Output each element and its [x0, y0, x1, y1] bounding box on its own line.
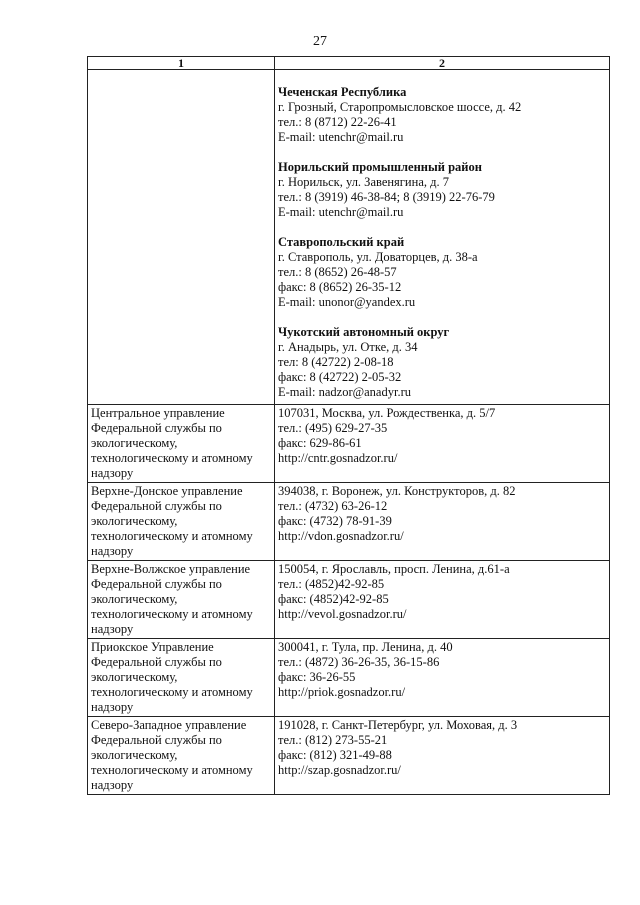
column-header-1: 1 [88, 57, 275, 70]
department-name-line: надзору [91, 622, 134, 636]
department-website-link[interactable]: http://szap.gosnadzor.ru/ [278, 763, 401, 777]
department-name-line: технологическому и атомному [91, 685, 253, 699]
department-contact-cell [275, 717, 610, 795]
department-name-cell [88, 483, 275, 561]
department-website-link[interactable]: http://cntr.gosnadzor.ru/ [278, 451, 398, 465]
department-name-line: Верхне-Донское управление [91, 484, 243, 498]
region-detail-line: E-mail: utenchr@mail.ru [278, 205, 404, 219]
department-contact-line: тел.: (495) 629-27-35 [278, 421, 388, 435]
department-name-line: надзору [91, 778, 134, 792]
department-name-cell [88, 717, 275, 795]
table-row [88, 561, 610, 639]
department-name-line: технологическому и атомному [91, 763, 253, 777]
empty-name-cell [88, 70, 275, 405]
department-name-line: экологическому, [91, 748, 178, 762]
region-name: Чеченская Республика [278, 85, 407, 99]
department-website-link[interactable]: http://vdon.gosnadzor.ru/ [278, 529, 404, 543]
region-detail-line: тел.: 8 (8652) 26-48-57 [278, 265, 397, 279]
region-detail-line: тел: 8 (42722) 2-08-18 [278, 355, 394, 369]
department-name-line: экологическому, [91, 436, 178, 450]
department-name-line: Федеральной службы по [91, 421, 222, 435]
region-name: Ставропольский край [278, 235, 405, 249]
department-name-line: экологическому, [91, 592, 178, 606]
department-name-line: Центральное управление [91, 406, 225, 420]
department-contact-line: 107031, Москва, ул. Рождественка, д. 5/7 [278, 406, 496, 420]
department-name-line: Северо-Западное управление [91, 718, 247, 732]
department-name-cell [88, 405, 275, 483]
department-contact-cell [275, 639, 610, 717]
department-contact-line: факс: 629-86-61 [278, 436, 362, 450]
region-detail-line: г. Норильск, ул. Завенягина, д. 7 [278, 175, 449, 189]
table-row [88, 70, 610, 405]
department-contact-line: 394038, г. Воронеж, ул. Конструкторов, д. 82 [278, 484, 516, 498]
department-name-line: надзору [91, 544, 134, 558]
department-contact-line: факс: (812) 321-49-88 [278, 748, 392, 762]
department-contact-cell [275, 483, 610, 561]
department-name-line: Приокское Управление [91, 640, 214, 654]
department-contact-cell [275, 405, 610, 483]
department-name-line: надзору [91, 700, 134, 714]
page-number: 27 [313, 34, 327, 49]
table-row [88, 405, 610, 483]
region-detail-line: г. Анадырь, ул. Отке, д. 34 [278, 340, 418, 354]
region-block [278, 160, 606, 220]
department-name-line: технологическому и атомному [91, 451, 253, 465]
region-name: Норильский промышленный район [278, 160, 482, 174]
department-name-line: технологическому и атомному [91, 529, 253, 543]
region-block [278, 85, 606, 145]
region-detail-line: факс: 8 (8652) 26-35-12 [278, 280, 402, 294]
department-contact-line: факс: 36-26-55 [278, 670, 356, 684]
department-contact-line: факс: (4732) 78-91-39 [278, 514, 392, 528]
department-name-line: надзору [91, 466, 134, 480]
table-row [88, 639, 610, 717]
region-detail-line: тел.: 8 (8712) 22-26-41 [278, 115, 397, 129]
table-row [88, 717, 610, 795]
department-contact-line: тел.: (812) 273-55-21 [278, 733, 388, 747]
region-detail-line: факс: 8 (42722) 2-05-32 [278, 370, 402, 384]
department-website-link[interactable]: http://priok.gosnadzor.ru/ [278, 685, 406, 699]
department-contact-line: тел.: (4852)42-92-85 [278, 577, 385, 591]
department-contact-line: тел.: (4872) 36-26-35, 36-15-86 [278, 655, 440, 669]
regions-cell [275, 70, 610, 405]
department-name-line: Федеральной службы по [91, 577, 222, 591]
department-name-line: технологическому и атомному [91, 607, 253, 621]
department-contact-line: 300041, г. Тула, пр. Ленина, д. 40 [278, 640, 453, 654]
department-name-line: Верхне-Волжское управление [91, 562, 251, 576]
department-contact-line: тел.: (4732) 63-26-12 [278, 499, 388, 513]
region-detail-line: г. Ставрополь, ул. Доваторцев, д. 38-а [278, 250, 478, 264]
department-contact-cell [275, 561, 610, 639]
department-name-line: Федеральной службы по [91, 733, 222, 747]
department-name-line: Федеральной службы по [91, 655, 222, 669]
table-row [88, 483, 610, 561]
department-name-cell [88, 639, 275, 717]
header-row [88, 57, 610, 70]
department-name-line: Федеральной службы по [91, 499, 222, 513]
column-header-2: 2 [275, 57, 610, 70]
region-detail-line: г. Грозный, Старопромысловское шоссе, д. 42 [278, 100, 522, 114]
department-contact-line: 191028, г. Санкт-Петербург, ул. Моховая, д. 3 [278, 718, 518, 732]
directory-table [87, 56, 610, 795]
region-detail-line: E-mail: utenchr@mail.ru [278, 130, 404, 144]
department-contact-line: 150054, г. Ярославль, просп. Ленина, д.61-а [278, 562, 510, 576]
region-detail-line: E-mail: nadzor@anadyr.ru [278, 385, 411, 399]
region-block [278, 325, 606, 400]
region-detail-line: тел.: 8 (3919) 46-38-84; 8 (3919) 22-76-79 [278, 190, 495, 204]
department-name-line: экологическому, [91, 670, 178, 684]
department-contact-line: факс: (4852)42-92-85 [278, 592, 389, 606]
department-name-line: экологическому, [91, 514, 178, 528]
department-website-link[interactable]: http://vevol.gosnadzor.ru/ [278, 607, 407, 621]
region-name: Чукотский автономный округ [278, 325, 450, 339]
department-name-cell [88, 561, 275, 639]
region-detail-line: E-mail: unonor@yandex.ru [278, 295, 416, 309]
region-block [278, 235, 606, 310]
